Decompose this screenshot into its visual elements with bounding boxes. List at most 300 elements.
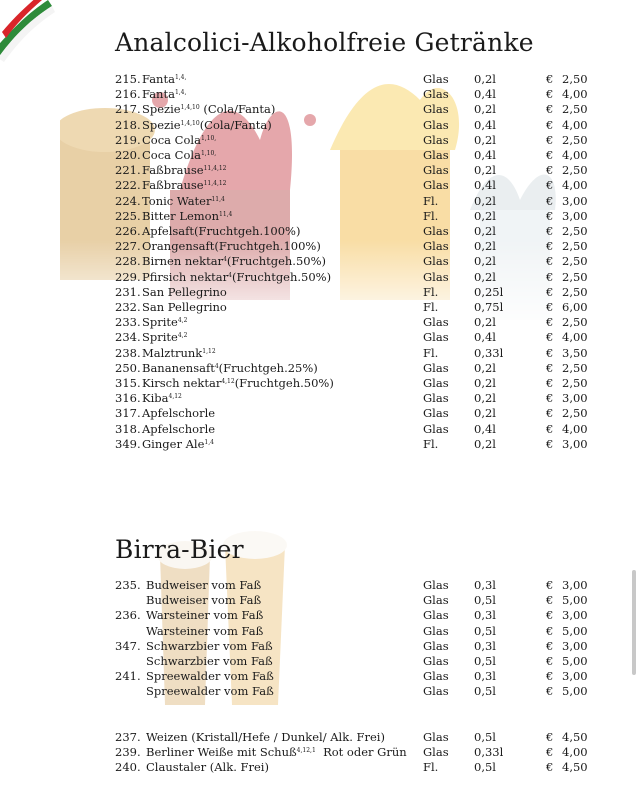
item-name-text: San Pellegrino (142, 284, 227, 299)
item-name-text: Kiba (142, 391, 169, 406)
item-price: 2,50 (562, 284, 588, 299)
menu-row (0, 346, 640, 361)
item-number: 241. (115, 669, 141, 684)
menu-row (0, 654, 640, 669)
menu-row (0, 254, 640, 269)
additive-footnote: 11,4,12 (203, 180, 227, 188)
item-name-text: Tonic Water (142, 193, 212, 208)
item-name-text: Ginger Ale (142, 436, 205, 451)
menu-row (0, 148, 640, 163)
currency-symbol: € (546, 239, 554, 254)
currency-symbol: € (546, 208, 554, 223)
menu-row (0, 194, 640, 209)
item-price: 3,00 (562, 208, 588, 223)
item-name-text: Berliner Weiße mit Schuß (146, 745, 297, 760)
menu-row (0, 72, 640, 87)
currency-symbol: € (546, 623, 554, 638)
item-number: 315. (115, 376, 141, 390)
serving-unit: Glas (423, 330, 449, 345)
additive-footnote: 11,4 (211, 195, 225, 203)
item-name (146, 624, 263, 639)
menu-row (0, 87, 640, 102)
serving-unit: Glas (423, 376, 449, 390)
menu-row (0, 102, 640, 117)
item-number: 234. (115, 330, 141, 345)
item-name (142, 194, 225, 209)
serving-unit: Glas (423, 148, 449, 162)
item-number: 217. (115, 102, 141, 117)
currency-symbol: € (546, 345, 554, 360)
item-name-text: Coca Cola (142, 132, 201, 147)
item-number: 216. (115, 87, 141, 102)
serving-size: 0,4l (474, 330, 496, 345)
serving-size: 0,4l (474, 117, 496, 132)
menu-row (0, 608, 640, 623)
item-price: 4,00 (562, 87, 588, 102)
serving-size: 0,4l (474, 148, 496, 162)
serving-unit: Glas (423, 102, 449, 117)
item-number: 233. (115, 315, 141, 330)
item-name (142, 178, 226, 193)
menu-row (0, 422, 640, 437)
item-name-text: Schwarzbier vom Faß (146, 638, 273, 653)
additive-footnote: 1,4, (174, 74, 187, 81)
item-name (142, 87, 186, 102)
serving-unit: Glas (423, 391, 449, 406)
item-price: 4,50 (562, 730, 588, 744)
serving-size: 0,4l (474, 87, 496, 102)
item-name-suffix: (Cola/Fanta) (199, 117, 272, 132)
item-price: 4,00 (562, 117, 588, 132)
serving-unit: Glas (423, 745, 449, 760)
item-name (142, 437, 214, 452)
item-number: 225. (115, 208, 141, 223)
item-name-text: Fanta (142, 87, 175, 102)
serving-unit: Glas (423, 269, 449, 284)
currency-symbol: € (546, 254, 554, 269)
serving-size: 0,5l (474, 730, 496, 744)
currency-symbol: € (546, 193, 554, 208)
italian-flag-ribbon-icon (0, 0, 62, 64)
serving-size: 0,5l (474, 593, 496, 608)
currency-symbol: € (546, 669, 554, 684)
serving-size: 0,4l (474, 178, 496, 193)
item-price: 4,00 (562, 330, 588, 345)
currency-symbol: € (546, 638, 554, 653)
item-number: 227. (115, 239, 141, 254)
additive-footnote: 1,10, (200, 134, 217, 142)
item-price: 3,00 (562, 638, 588, 653)
item-name-text: Bitter Lemon (142, 208, 220, 223)
section-title-soft-drinks: Analcolici-Alkoholfreie Getränke (115, 28, 534, 57)
serving-unit: Glas (423, 623, 449, 638)
serving-size: 0,5l (474, 654, 496, 668)
item-name-text: Birnen nektar (142, 254, 224, 269)
item-name-text: Claustaler (Alk. Frei) (146, 760, 269, 775)
menu-row (0, 285, 640, 300)
item-name (146, 639, 273, 654)
menu-row (0, 684, 640, 699)
menu-row (0, 578, 640, 593)
serving-unit: Glas (423, 254, 449, 269)
item-price: 5,00 (562, 654, 588, 668)
item-number: 318. (115, 421, 141, 436)
serving-unit: Glas (423, 578, 449, 592)
item-price: 2,50 (562, 239, 588, 254)
item-name (142, 422, 215, 437)
item-name (142, 391, 182, 406)
serving-size: 0,2l (474, 391, 496, 406)
item-price: 2,50 (562, 406, 588, 421)
item-name (142, 300, 227, 315)
scrollbar[interactable] (632, 570, 636, 675)
item-name-text: Sprite (142, 330, 178, 345)
currency-symbol: € (546, 315, 554, 330)
currency-symbol: € (546, 421, 554, 436)
serving-size: 0,33l (474, 745, 504, 760)
item-name-text: Orangensaft(Fruchtgeh.100%) (142, 239, 321, 254)
item-name-text: Schwarzbier vom Faß (146, 654, 273, 668)
item-price: 2,50 (562, 163, 588, 178)
item-name-suffix: (Fruchtgeh.25%) (218, 360, 318, 375)
serving-unit: Glas (423, 406, 449, 421)
additive-footnote: 1,10, (200, 150, 217, 157)
menu-row (0, 224, 640, 239)
serving-unit: Glas (423, 638, 449, 653)
serving-size: 0,3l (474, 669, 496, 684)
serving-unit: Fl. (423, 760, 439, 775)
menu-row (0, 593, 640, 608)
item-price: 2,50 (562, 224, 588, 238)
currency-symbol: € (546, 608, 554, 623)
item-number: 215. (115, 72, 141, 86)
item-name (142, 72, 186, 87)
item-name-text: Spreewalder vom Faß (146, 669, 274, 684)
currency-symbol: € (546, 148, 554, 162)
serving-unit: Fl. (423, 193, 439, 208)
serving-size: 0,2l (474, 208, 496, 223)
serving-unit: Glas (423, 684, 449, 699)
item-number: 316. (115, 391, 141, 406)
item-name-text: Spreewalder vom Faß (146, 684, 274, 699)
menu-row (0, 745, 640, 760)
item-name-text: Spezie (142, 102, 181, 117)
currency-symbol: € (546, 730, 554, 744)
item-number: 220. (115, 148, 141, 162)
serving-unit: Glas (423, 239, 449, 254)
item-name (142, 239, 321, 254)
item-price: 2,50 (562, 360, 588, 375)
item-number: 231. (115, 284, 141, 299)
item-name-text: Fanta (142, 72, 175, 86)
additive-footnote: 4,12,1 (296, 747, 316, 755)
serving-size: 0,5l (474, 684, 496, 699)
item-name (142, 118, 272, 133)
currency-symbol: € (546, 760, 554, 775)
serving-unit: Fl. (423, 300, 439, 314)
item-name (142, 102, 275, 117)
serving-unit: Glas (423, 132, 449, 147)
item-number: 228. (115, 254, 141, 269)
serving-size: 0,2l (474, 239, 496, 254)
item-name-suffix: (Fruchtgeh.50%) (226, 254, 327, 269)
item-number: 235. (115, 578, 141, 592)
item-price: 2,50 (562, 315, 588, 330)
item-price: 3,00 (562, 578, 588, 592)
item-price: 4,00 (562, 421, 588, 436)
serving-size: 0,2l (474, 269, 496, 284)
item-price: 2,50 (562, 376, 588, 390)
item-price: 3,00 (562, 391, 588, 406)
item-number: 232. (115, 300, 141, 314)
item-name (146, 608, 263, 623)
serving-size: 0,2l (474, 376, 496, 390)
serving-size: 0,25l (474, 284, 504, 299)
item-price: 5,00 (562, 623, 588, 638)
item-number: 229. (115, 269, 141, 284)
currency-symbol: € (546, 269, 554, 284)
item-number: 224. (115, 193, 141, 208)
item-name (146, 578, 261, 593)
item-name (142, 224, 300, 239)
serving-size: 0,5l (474, 623, 496, 638)
item-name (142, 133, 216, 148)
item-name (142, 361, 318, 376)
menu-row (0, 270, 640, 285)
serving-unit: Fl. (423, 208, 439, 223)
additive-footnote: 1,4,10 (180, 104, 200, 112)
item-price: 4,00 (562, 745, 588, 760)
item-name-text: Apfelschorle (142, 406, 216, 421)
serving-unit: Glas (423, 87, 449, 102)
item-name-text: Faßbrause (142, 163, 204, 178)
serving-size: 0,75l (474, 300, 504, 314)
menu-row (0, 178, 640, 193)
item-name-text: Malztrunk (142, 345, 203, 360)
item-name (142, 270, 331, 285)
additive-footnote: 4,2 (177, 317, 188, 325)
currency-symbol: € (546, 102, 554, 117)
serving-unit: Glas (423, 360, 449, 375)
currency-symbol: € (546, 654, 554, 668)
item-name-text: Apfelschorle (142, 421, 216, 436)
menu-row (0, 133, 640, 148)
serving-unit: Glas (423, 72, 449, 86)
item-name (142, 209, 232, 224)
menu-row (0, 730, 640, 745)
item-name (142, 163, 226, 178)
item-price: 3,00 (562, 193, 588, 208)
menu-row (0, 437, 640, 452)
additive-footnote: 4 (228, 271, 232, 279)
menu-row (0, 330, 640, 345)
currency-symbol: € (546, 163, 554, 178)
serving-unit: Glas (423, 224, 449, 238)
item-name (142, 330, 187, 345)
item-name (146, 593, 261, 608)
serving-size: 0,3l (474, 638, 496, 653)
item-name (142, 315, 187, 330)
currency-symbol: € (546, 132, 554, 147)
currency-symbol: € (546, 284, 554, 299)
currency-symbol: € (546, 745, 554, 760)
item-name-text: Spezie (142, 117, 181, 132)
menu-row (0, 639, 640, 654)
item-name-suffix: (Cola/Fanta) (199, 102, 276, 117)
item-name-suffix: (Fruchtgeh.50%) (234, 376, 334, 390)
serving-size: 0,2l (474, 436, 496, 451)
additive-footnote: 4,12 (168, 393, 182, 401)
currency-symbol: € (546, 87, 554, 102)
item-name-text: Bananensaft (142, 360, 215, 375)
item-name (146, 745, 407, 760)
item-number: 240. (115, 760, 141, 775)
currency-symbol: € (546, 224, 554, 238)
serving-unit: Glas (423, 315, 449, 330)
item-name-suffix: Rot oder Grün (315, 745, 407, 760)
item-name-text: Budweiser vom Faß (146, 593, 262, 608)
additive-footnote: 1,4 (204, 438, 214, 446)
item-name-suffix: (Fruchtgeh.50%) (231, 269, 332, 284)
item-price: 3,00 (562, 608, 588, 623)
section-title-beer: Birra-Bier (115, 535, 244, 564)
item-name (146, 654, 273, 669)
currency-symbol: € (546, 300, 554, 314)
item-name (142, 346, 216, 361)
currency-symbol: € (546, 391, 554, 406)
menu-row (0, 300, 640, 315)
item-name (142, 406, 215, 421)
item-price: 4,00 (562, 148, 588, 162)
item-name (142, 285, 227, 300)
serving-unit: Fl. (423, 284, 439, 299)
item-name (146, 684, 274, 699)
item-price: 3,50 (562, 345, 588, 360)
item-price: 3,00 (562, 669, 588, 684)
item-number: 219. (115, 132, 141, 147)
serving-size: 0,33l (474, 345, 504, 360)
item-number: 239. (115, 745, 141, 760)
item-name (146, 730, 385, 745)
serving-size: 0,2l (474, 102, 496, 117)
serving-size: 0,2l (474, 315, 496, 330)
currency-symbol: € (546, 72, 554, 86)
item-number: 250. (115, 360, 141, 375)
item-number: 236. (115, 608, 141, 623)
item-number: 347. (115, 638, 141, 653)
item-name-text: San Pellegrino (142, 300, 227, 314)
serving-size: 0,5l (474, 760, 496, 775)
item-name (146, 669, 274, 684)
menu-row (0, 209, 640, 224)
additive-footnote: 4 (223, 256, 227, 264)
menu-row (0, 760, 640, 775)
item-price: 2,50 (562, 72, 588, 86)
item-name-text: Faßbrause (142, 178, 204, 193)
item-price: 5,00 (562, 684, 588, 699)
serving-size: 0,3l (474, 578, 496, 592)
currency-symbol: € (546, 593, 554, 608)
item-number: 218. (115, 117, 141, 132)
item-name-text: Apfelsaft(Fruchtgeh.100%) (142, 224, 301, 238)
additive-footnote: 11,4,12 (203, 165, 227, 173)
currency-symbol: € (546, 406, 554, 421)
currency-symbol: € (546, 330, 554, 345)
serving-size: 0,2l (474, 193, 496, 208)
currency-symbol: € (546, 117, 554, 132)
item-name-text: Weizen (Kristall/Hefe / Dunkel/ Alk. Frei) (146, 730, 385, 744)
item-number: 317. (115, 406, 141, 421)
currency-symbol: € (546, 360, 554, 375)
menu-row (0, 391, 640, 406)
serving-unit: Glas (423, 117, 449, 132)
item-price: 2,50 (562, 132, 588, 147)
additive-footnote: 4,2 (177, 332, 188, 340)
item-name-text: Sprite (142, 315, 178, 330)
additive-footnote: 1,4,10 (180, 119, 200, 127)
serving-size: 0,2l (474, 163, 496, 178)
currency-symbol: € (546, 376, 554, 390)
additive-footnote: 4 (214, 362, 219, 370)
menu-row (0, 669, 640, 684)
item-number: 222. (115, 178, 141, 193)
menu-row (0, 406, 640, 421)
currency-symbol: € (546, 578, 554, 592)
serving-size: 0,2l (474, 72, 496, 86)
serving-unit: Fl. (423, 436, 439, 451)
serving-size: 0,2l (474, 406, 496, 421)
currency-symbol: € (546, 684, 554, 699)
item-name-text: Pfirsich nektar (142, 269, 229, 284)
item-name (146, 760, 269, 775)
item-price: 4,50 (562, 760, 588, 775)
additive-footnote: 1,12 (202, 347, 216, 355)
serving-size: 0,2l (474, 224, 496, 238)
item-name-text: Kirsch nektar (142, 376, 222, 390)
item-name-text: Coca Cola (142, 148, 201, 162)
item-number: 221. (115, 163, 141, 178)
serving-size: 0,2l (474, 360, 496, 375)
menu-row (0, 361, 640, 376)
item-number: 226. (115, 224, 141, 238)
serving-unit: Glas (423, 654, 449, 668)
item-number: 237. (115, 730, 141, 744)
item-price: 2,50 (562, 254, 588, 269)
additive-footnote: 11,4 (219, 210, 233, 218)
item-number: 349. (115, 436, 141, 451)
item-name (142, 148, 216, 163)
currency-symbol: € (546, 178, 554, 193)
serving-size: 0,3l (474, 608, 496, 623)
item-name-text: Warsteiner vom Faß (146, 623, 264, 638)
menu-row (0, 315, 640, 330)
currency-symbol: € (546, 436, 554, 451)
serving-unit: Fl. (423, 345, 439, 360)
menu-row (0, 239, 640, 254)
serving-unit: Glas (423, 593, 449, 608)
item-price: 6,00 (562, 300, 588, 314)
menu-row (0, 163, 640, 178)
item-price: 2,50 (562, 269, 588, 284)
serving-unit: Glas (423, 178, 449, 193)
serving-unit: Glas (423, 669, 449, 684)
item-name (142, 254, 326, 269)
item-name (142, 376, 334, 391)
item-price: 4,00 (562, 178, 588, 193)
serving-size: 0,2l (474, 254, 496, 269)
item-price: 3,00 (562, 436, 588, 451)
additive-footnote: 1,4, (174, 89, 187, 97)
